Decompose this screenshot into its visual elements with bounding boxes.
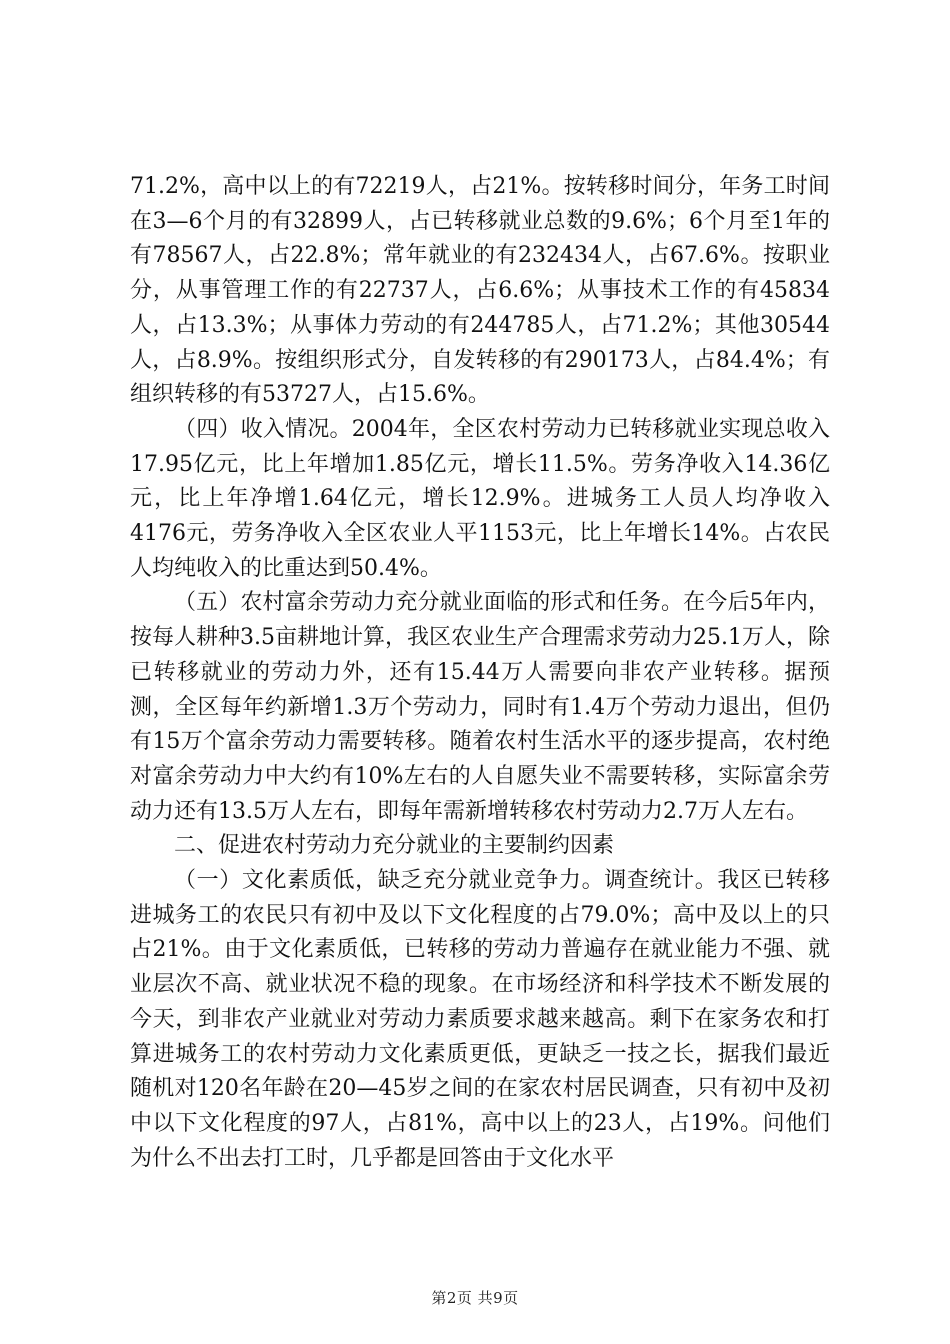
- paragraph-surplus-labor-tasks: （五）农村富余劳动力充分就业面临的形式和任务。在今后5年内，按每人耕种3.5亩耕地计算，我区农业生产合理需求劳动力25.1万人，除已转移就业的劳动力外，还有15.44万人需要向非农产业转移。据预测，全区每年约新增1.3万个劳动力，同时有1.4万个劳动力退出，但仍有15万个富余劳动力需要转移。随着农村生活水平的逐步提高，农村绝对富余劳动力中大约有10%左右的人自愿失业不需要转移，实际富余劳动力还有13.5万人左右，即每年需新增转移农村劳动力2.7万人左右。: [130, 590, 830, 824]
- section-heading-constraints: 二、促进农村劳动力充分就业的主要制约因素: [174, 833, 615, 859]
- document-body: [130, 170, 830, 1176]
- paragraph-employment-breakdown: 71.2%，高中以上的有72219人，占21%。按转移时间分，年务工时间在3—6个月的有32899人，占已转移就业总数的9.6%；6个月至1年的有78567人，占22.8%；常年就业的有232434人，占67.6%。按职业分，从事管理工作的有22737人，占6.6%；从事技术工作的有45834人，占13.3%；从事体力劳动的有244785人，占71.2%；其他30544人，占8.9%。按组织形式分，自发转移的有290173人，占84.4%；有组织转移的有53727人，占15.6%。: [130, 174, 830, 408]
- paragraph-income: （四）收入情况。2004年，全区农村劳动力已转移就业实现总收入17.95亿元，比上年增加1.85亿元，增长11.5%。劳务净收入14.36亿元，比上年净增1.64亿元，增长12.9%。进城务工人员人均净收入4176元，劳务净收入全区农业人平1153元，比上年增长14%。占农民人均纯收入的比重达到50.4%。: [130, 416, 830, 581]
- page-number-footer: 第2页 共9页: [431, 1289, 519, 1307]
- paragraph-education-level: （一）文化素质低，缺乏充分就业竞争力。调查统计。我区已转移进城务工的农民只有初中及以下文化程度的占79.0%；高中及以上的只占21%。由于文化素质低，已转移的劳动力普遍存在就业能力不强、就业层次不高、就业状况不稳的现象。在市场经济和科学技术不断发展的今天，到非农产业就业对劳动力素质要求越来越高。剩下在家务农和打算进城务工的农村劳动力文化素质更低，更缺乏一技之长，据我们最近随机对120名年龄在20—45岁之间的在家农村居民调查，只有初中及初中以下文化程度的97人，占81%，高中以上的23人，占19%。问他们为什么不出去打工时，几乎都是回答由于文化水平: [130, 868, 830, 1171]
